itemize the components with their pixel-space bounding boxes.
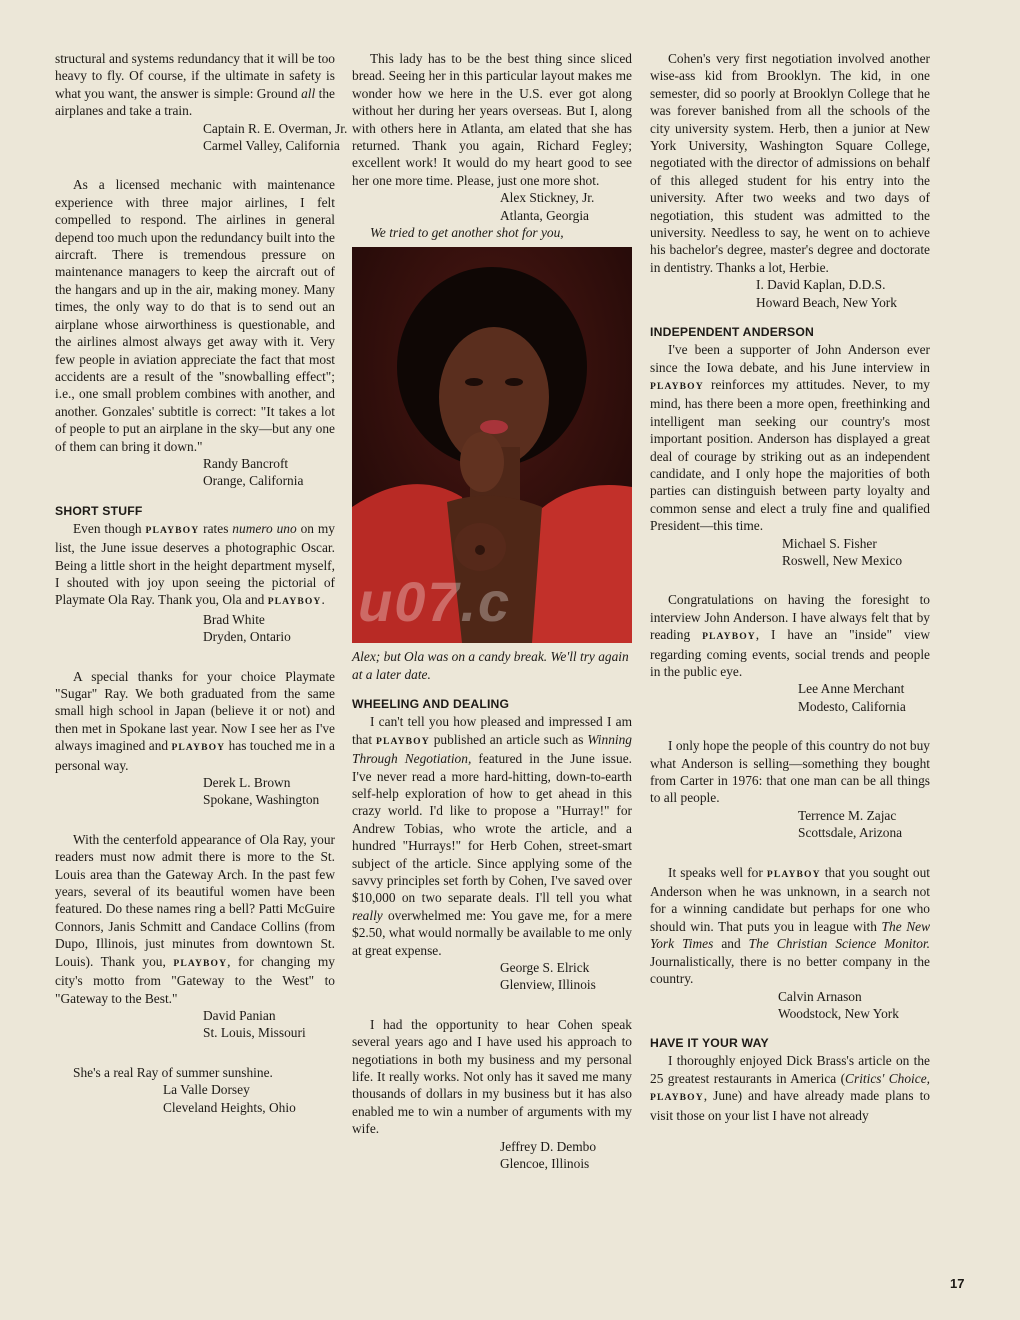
letter-signature-place: Glencoe, Illinois [500, 1156, 590, 1172]
playboy-wordmark: PLAYBOY [171, 742, 226, 754]
section-heading: SHORT STUFF [55, 503, 143, 518]
letter-signature-name: La Valle Dorsey [163, 1082, 250, 1098]
letter-text: A special thanks for your choice Playmate "Sugar" Ray. We both graduated from the same small high school in Japan (believe it or not) and then met in Spokane last year. Now I see her as I've always imagined and PLAYBOY has touched me in a personal way. [55, 668, 336, 773]
letter-signature-place: Glenview, Illinois [500, 977, 596, 993]
playmate-photo [352, 247, 632, 643]
letter-signature-place: Modesto, California [798, 698, 906, 714]
letter-text: I only hope the people of this country do not buy what Anderson is selling—something they bought from Carter in 1976: that one man can be all things to all people. [650, 738, 930, 806]
letter-signature-place: St. Louis, Missouri [203, 1025, 306, 1041]
letter-text: I thoroughly enjoyed Dick Brass's article on the 25 greatest restaurants in America (Critics' Choice, PLAYBOY, June) and have already made plans to visit those on your list I have not already [650, 1053, 931, 1123]
letter-signature-place: Orange, California [203, 473, 304, 489]
letter-text: Congratulations on having the foresight to interview John Anderson. I have always felt that by reading PLAYBOY, I have an "inside" view regarding coming events, social trends and people in the public eye. [650, 592, 930, 679]
column-right [650, 50, 930, 1124]
column-left [55, 50, 348, 1116]
letter-signature-name: Brad White [203, 611, 265, 627]
letter-signature-name: Michael S. Fisher [782, 535, 877, 551]
playboy-wordmark: PLAYBOY [650, 1092, 704, 1104]
playboy-wordmark: PLAYBOY [267, 596, 322, 608]
letter-signature-place: Roswell, New Mexico [782, 552, 903, 568]
editor-reply: We tried to get another shot for you, [370, 225, 564, 241]
letter-signature-name: Lee Anne Merchant [798, 681, 905, 697]
letter-signature-place: Dryden, Ontario [203, 629, 291, 645]
letter-text: I had the opportunity to hear Cohen speak several years ago and I have used his approach to negotiations in both my business and my personal life. It really works. Not only has it saved me many thousands of dollars in my business but it has also enabled me to win a number of arguments with my wife. [352, 1016, 632, 1137]
letter-signature-place: Carmel Valley, California [203, 138, 340, 154]
section-heading: INDEPENDENT ANDERSON [650, 325, 815, 340]
letter-text: As a licensed mechanic with maintenance experience with three major airlines, I felt compelled to respond. The airlines in general depend too much upon the redundancy built into the aircraft. There is tremendous pressure on maintenance managers to keep the aircraft out of the hangars and up in the air, making money. Many times, the only way to do that is to send out an airplane whose airworthiness is questionable, and the airlines almost always get away with it. Very few people in aviation appreciate the fact that most accidents are a result of the "snowballing effect"; i.e., one small problem combines with another, and another. Gonzales' subtitle is correct: "It takes a lot of people to put an airplane in the sky—but any one of them can bring it down." [55, 177, 335, 454]
letter-signature-name: I. David Kaplan, D.D.S. [756, 277, 886, 293]
letter-signature-name: Calvin Arnason [778, 988, 862, 1004]
letter-text: It speaks well for PLAYBOY that you sought out Anderson when he was unknown, in a search not for a winning candidate but perhaps for one who should win. That puts you in league with The New York Times and The Christian Science Monitor. Journalistically, there is no better company in the country. [650, 864, 931, 987]
playboy-wordmark: PLAYBOY [145, 524, 200, 536]
section-heading: HAVE IT YOUR WAY [650, 1036, 769, 1051]
letter-signature-name: George S. Elrick [500, 959, 590, 975]
letter-text: With the centerfold appearance of Ola Ray, your readers must now admit there is more to the St. Louis area than the Gateway Arch. In the past few years, several of its beautiful women have been featured. Do these names ring a bell? Patti McGuire Connors, Janis Schmitt and Candace Collins (from Dupo, Illinois, just minutes from downtown St. Louis). Thank you, PLAYBOY, for changing my city's motto from "Gateway to the West" to "Gateway to the Best." [55, 831, 335, 1006]
letter-text: I can't tell you how pleased and impressed I am that PLAYBOY published an article such as Winning Through Negotiation, featured in the June issue. I've never read a more hard-hitting, down-to-earth self-help exploration of how to get ahead in this crazy world. I'd like to propose a "Hurray!" for Andrew Tobias, who wrote the article, and a hundred "Hurrays!" for Herb Cohen, street-smart subject of the article. Since applying some of the savvy principles set forth by Cohen, I've saved over $10,000 on two separate deals. I'll tell you what really overwhelmed me: You gave me, for a mere $2.50, what would normally be available to me only at great expense. [352, 714, 632, 958]
playboy-wordmark: PLAYBOY [173, 957, 228, 969]
letter-signature-name: Alex Stickney, Jr. [500, 190, 595, 206]
letter-text: structural and systems redundancy that it will be too heavy to fly. Of course, if the ultimate in safety is what you want, the answer is simple: Ground all the airplanes and take a train. [55, 51, 335, 119]
playboy-wordmark: PLAYBOY [766, 868, 821, 880]
column-middle [352, 50, 632, 1172]
page-number: 17 [950, 1276, 965, 1291]
letter-text: This lady has to be the best thing since sliced bread. Seeing her in this particular layout makes me wonder how we here in the U.S. ever got along without her during her years overseas. But I, along with others here in Atlanta, am elated that she has returned. Thank you again, Richard Fegley; excellent work! It would do my heart good to see her one more time. Please, just one more shot. [352, 51, 632, 188]
playboy-wordmark: PLAYBOY [376, 735, 430, 747]
letter-signature-name: Captain R. E. Overman, Jr. [203, 120, 348, 136]
letter-signature-place: Woodstock, New York [778, 1005, 899, 1021]
playboy-wordmark: PLAYBOY [702, 631, 756, 643]
letter-signature-name: Derek L. Brown [203, 775, 291, 791]
photo-watermark: u07.c [358, 570, 512, 634]
playboy-wordmark: PLAYBOY [650, 380, 704, 392]
letter-signature-place: Atlanta, Georgia [500, 207, 589, 223]
section-heading: WHEELING AND DEALING [352, 697, 510, 712]
letter-signature-place: Howard Beach, New York [756, 294, 897, 310]
letter-signature-name: Randy Bancroft [203, 455, 289, 471]
editor-reply: Alex; but Ola was on a candy break. We'll try again at a later date. [352, 649, 629, 682]
letter-signature-place: Spokane, Washington [203, 792, 320, 808]
letter-signature-place: Scottsdale, Arizona [798, 825, 903, 841]
letter-text: Even though PLAYBOY rates numero uno on my list, the June issue deserves a photographic Oscar. Being a little short in the height department myself, I shouted with joy upon seeing the pictorial of Playmate Ola Ray. Thank you, Ola and PLAYBOY. [55, 520, 335, 608]
letter-signature-place: Cleveland Heights, Ohio [163, 1099, 296, 1115]
letter-text: Cohen's very first negotiation involved another wise-ass kid from Brooklyn. The kid, in one semester, did so poorly at Brooklyn College that he was forever banished from all the schools of the city university system. Herb, then a junior at New York University, Washington Square College, negotiated with the director of admissions on behalf of this alleged student for his entry into the university. After two weeks and two days of negotiation, this student was admitted to the university. Needless to say, he went on to achieve his bachelor's degree, master's degree and doctorate in dentistry. Thanks a lot, Herbie. [650, 51, 930, 275]
letter-signature-name: Jeffrey D. Dembo [500, 1138, 597, 1154]
letter-signature-name: David Panian [203, 1007, 276, 1023]
letter-text: She's a real Ray of summer sunshine. [73, 1064, 273, 1080]
letter-text: I've been a supporter of John Anderson ever since the Iowa debate, and his June interview in PLAYBOY reinforces my attitudes. Never, to my mind, has there been a more open, freethinking and intelligent man seeking our country's most important position. Anderson has displayed a great deal of courage by striking out as an independent candidate, and I only hope the majorities of both parties can distinguish between party loyalty and common sense and elect a truly fine and qualified President—this time. [650, 342, 930, 534]
letter-signature-name: Terrence M. Zajac [798, 807, 897, 823]
